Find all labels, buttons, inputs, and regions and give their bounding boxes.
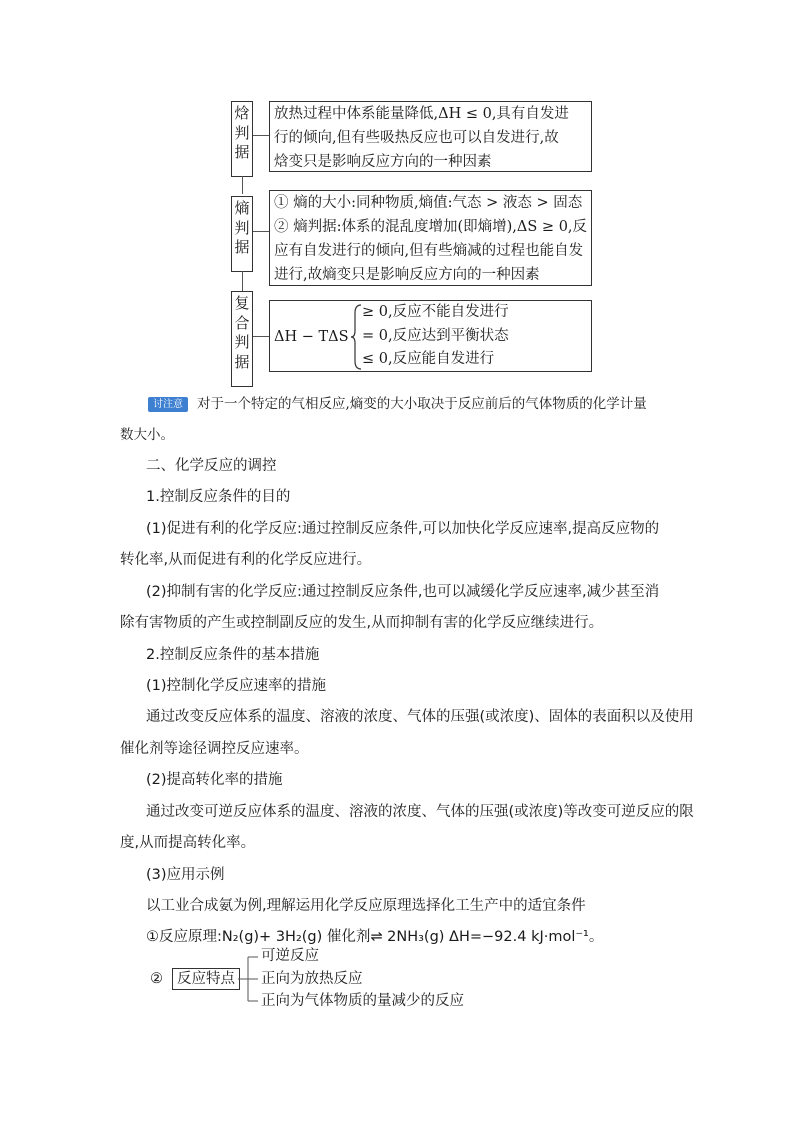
brace-icon (350, 303, 362, 371)
feature-exothermic: 正向为放热反应 (261, 971, 363, 987)
entropy-label-text: 熵判据 (234, 199, 250, 256)
paragraph-1a: (1)促进有利的化学反应:通过控制反应条件,可以加快化学反应速率,提高反应物的 (146, 521, 660, 537)
paragraph-2a: (2)抑制有害的化学反应:通过控制反应条件,也可以减缓化学反应速率,减少甚至消 (146, 584, 660, 600)
composite-formula: ΔH − TΔS (274, 329, 349, 345)
section-heading: 二、化学反应的调控 (146, 458, 277, 474)
note-tag: 讨注意 (148, 397, 188, 412)
reaction-principle: ①反应原理:N₂(g)+ 3H₂(g) 催化剂⇌ 2NH₃(g) ΔH=−92.4 kJ·mol⁻¹。 (146, 929, 604, 945)
enthalpy-box (269, 101, 592, 172)
sub-1-line-b: 催化剂等途径调控反应速率。 (120, 741, 309, 757)
entropy-line-1: ① 熵的大小:同种物质,熵值:气态 > 液态 > 固态 (274, 195, 583, 211)
sub-1-line-a: 通过改变反应体系的温度、溶液的浓度、气体的压强(或浓度)、固体的表面积以及使用 (146, 709, 694, 725)
connector (253, 336, 269, 337)
feature-reversible: 可逆反应 (261, 948, 319, 964)
entropy-box (269, 190, 592, 286)
feature-gas-decrease: 正向为气体物质的量减少的反应 (261, 993, 464, 1009)
sub-3: (3)应用示例 (146, 867, 225, 883)
subheading-2: 2.控制反应条件的基本措施 (146, 647, 320, 663)
sub-2: (2)提高转化率的措施 (146, 772, 283, 788)
entropy-line-4: 进行,故熵变只是影响反应方向的一种因素 (274, 267, 540, 283)
entropy-label (231, 196, 253, 272)
enthalpy-label-text: 焓判据 (234, 104, 250, 161)
enthalpy-line-2: 行的倾向,但有些吸热反应也可以自发进行,故 (274, 130, 559, 146)
enthalpy-line-1: 放热过程中体系能量降低,ΔH ≤ 0,具有自发进 (274, 106, 569, 122)
connector (253, 231, 269, 232)
enthalpy-label (231, 101, 253, 177)
vertical-connector (242, 176, 243, 194)
composite-box (269, 300, 592, 372)
composite-label-text: 复合判据 (234, 294, 250, 371)
branch-lines (238, 955, 258, 1005)
paragraph-2b: 除有害物质的产生或控制副反应的发生,从而抑制有害的化学反应继续进行。 (120, 615, 604, 631)
composite-label (231, 291, 253, 387)
entropy-line-3: 应有自发进行的倾向,但有些熵减的过程也能自发 (274, 243, 584, 259)
sub-1: (1)控制化学反应速率的措施 (146, 678, 327, 694)
note-line-1: 对于一个特定的气相反应,熵变的大小取决于反应前后的气体物质的化学计量 (197, 396, 647, 412)
connector (253, 135, 269, 136)
subheading-1: 1.控制反应条件的目的 (146, 489, 291, 505)
case-zero: = 0,反应达到平衡状态 (362, 328, 509, 344)
vertical-connector (242, 271, 243, 291)
entropy-line-2: ② 熵判据:体系的混乱度增加(即熵增),ΔS ≥ 0,反 (274, 219, 588, 235)
case-negative: ≤ 0,反应能自发进行 (362, 351, 495, 367)
sub-3-line-a: 以工业合成氨为例,理解运用化学反应原理选择化工生产中的适宜条件 (146, 898, 586, 914)
features-number: ② (150, 971, 163, 987)
features-label: 反应特点 (172, 968, 240, 990)
case-positive: ≥ 0,反应不能自发进行 (362, 304, 509, 320)
paragraph-1b: 转化率,从而促进有利的化学反应进行。 (120, 552, 372, 568)
sub-2-line-b: 度,从而提高转化率。 (120, 835, 256, 851)
note-line-2: 数大小。 (120, 427, 174, 443)
sub-2-line-a: 通过改变可逆反应体系的温度、溶液的浓度、气体的压强(或浓度)等改变可逆反应的限 (146, 804, 694, 820)
enthalpy-line-3: 焓变只是影响反应方向的一种因素 (274, 154, 492, 170)
